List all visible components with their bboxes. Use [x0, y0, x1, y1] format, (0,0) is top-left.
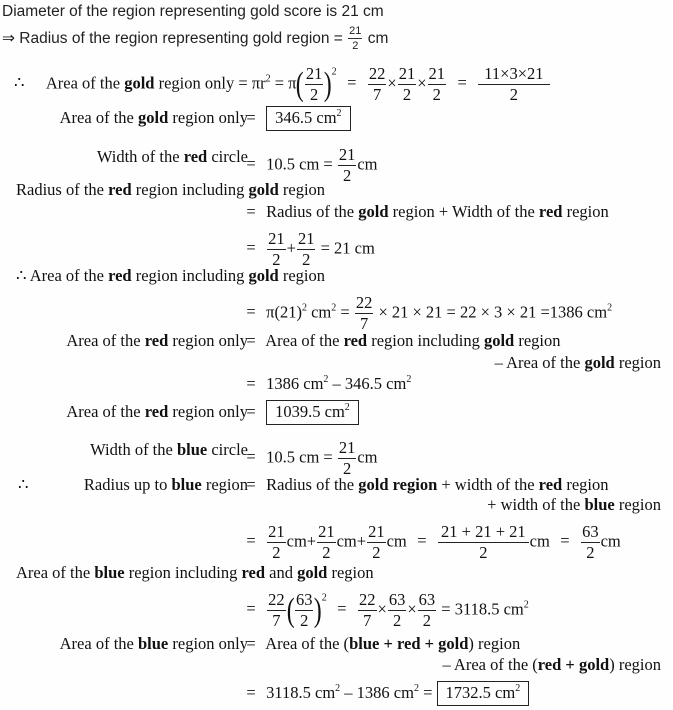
denominator: 2 [342, 165, 352, 185]
unit: cm [336, 531, 357, 551]
red-area-incl-heading [16, 266, 325, 286]
label-text: region [201, 475, 248, 494]
denominator: 2 [309, 84, 319, 104]
label-text: Area of the [59, 108, 138, 127]
heading-text: region [278, 266, 325, 285]
exponent: 2 [607, 302, 613, 314]
red-radius-step2 [240, 231, 375, 268]
rhs-text: region including [367, 331, 484, 350]
heading-text: region [327, 563, 374, 582]
fraction [367, 524, 386, 561]
bold-red: red [144, 331, 169, 350]
equals: = [246, 447, 256, 467]
intro-text: Diameter of the region representing gold score is 21 cm [2, 3, 384, 20]
rhs-text: region [614, 353, 661, 372]
equals: = [560, 531, 570, 551]
gold-area-formula [14, 66, 551, 103]
exponent: 2 [406, 374, 412, 385]
denominator: 2 [302, 249, 311, 269]
denominator: 2 [300, 610, 309, 630]
label-text: Area of the [59, 634, 138, 653]
red-area-incl-expr [240, 295, 612, 332]
red-radius-step1 [240, 202, 609, 222]
blue-radius-rhs2 [487, 495, 661, 515]
numerator: 21 [318, 522, 335, 541]
numerator: 21 [368, 522, 385, 541]
blue-area-incl-expr [240, 592, 529, 629]
exponent: 2 [265, 73, 271, 85]
equals: = [246, 531, 256, 551]
denominator: 2 [422, 610, 432, 630]
bold-red: red [183, 147, 208, 166]
numerator: 21 [338, 438, 356, 457]
numerator: 11×3×21 [478, 66, 549, 85]
label-text: region only [168, 402, 248, 421]
red-only-result-label [66, 402, 248, 422]
fraction [317, 524, 336, 561]
bold-red: red [538, 202, 563, 221]
bold-gold: gold [483, 331, 515, 350]
fraction [338, 147, 357, 184]
exponent: 2 [301, 302, 307, 314]
bold-gold: gold [248, 180, 279, 199]
rhs-text: ) region [468, 634, 521, 653]
bold-gold: gold [248, 266, 279, 285]
blue-radius-rhs3 [240, 524, 621, 561]
unit: cm [357, 154, 378, 174]
bold-blue: blue [171, 475, 202, 494]
exponent: 2 [331, 302, 337, 314]
times: × [417, 73, 427, 93]
equals: = [246, 634, 256, 653]
fraction [418, 592, 437, 629]
blue-only-rhs2 [442, 655, 661, 675]
rhs-text: + width of the [437, 475, 539, 494]
numerator: 21 [305, 64, 323, 83]
label-text: Width of the [90, 440, 177, 459]
label-text: circle [207, 440, 248, 459]
numerator: 21 [398, 64, 416, 83]
equals: = [246, 238, 256, 258]
bold-colors: blue + red + gold [349, 634, 469, 653]
equals: = [417, 531, 427, 551]
result: = 3118.5 cm [441, 599, 524, 619]
numerator: 63 [295, 590, 313, 609]
heading-text: Radius of the [16, 180, 109, 199]
bold-gold: gold region [358, 475, 438, 494]
label-text: region only [168, 331, 248, 350]
fraction [267, 592, 286, 629]
blue-only-rhs3 [240, 681, 529, 706]
value: 10.5 cm = [266, 154, 333, 174]
fraction [355, 295, 374, 332]
answer-value: 346.5 cm [275, 108, 337, 127]
red-only-rhs3 [240, 374, 411, 394]
fraction [295, 592, 314, 629]
fraction [388, 592, 407, 629]
fraction [338, 440, 357, 477]
denominator: 2 [392, 610, 402, 630]
times: × [377, 599, 387, 619]
bold-red: red [144, 402, 169, 421]
expr: = πr [238, 73, 266, 93]
fraction [368, 66, 387, 103]
answer-box-gold [266, 106, 350, 131]
rhs-text: region [562, 475, 609, 494]
label-text: Width of the [96, 147, 184, 166]
rhs-text: – Area of the ( [442, 655, 538, 674]
equals: = [246, 202, 256, 221]
blue-width-value [240, 440, 378, 477]
equals: = [347, 73, 357, 93]
equals: = [246, 402, 256, 421]
denominator: 2 [586, 542, 595, 562]
blue-width-label [90, 440, 248, 460]
rhs-text: Area of the [265, 331, 344, 350]
numerator: 21 [349, 25, 362, 37]
answer-value: 1732.5 cm [445, 683, 516, 702]
bold-blue: blue [176, 440, 208, 459]
therefore-symbol: ∴ [18, 475, 29, 494]
fraction [358, 592, 377, 629]
heading-text: region including [131, 266, 249, 285]
numerator: 21 + 21 + 21 [438, 524, 529, 543]
unit: cm [386, 531, 407, 551]
denominator: 2 [272, 249, 281, 269]
exponent: 2 [331, 66, 337, 78]
bold-gold: gold [297, 563, 328, 582]
exponent: 2 [413, 683, 419, 694]
fraction [305, 66, 324, 103]
bold-red: red [343, 331, 368, 350]
blue-only-label [60, 634, 248, 654]
label-text: region only [168, 108, 248, 127]
fraction [348, 26, 362, 52]
expr: × 21 × 21 = 22 × 3 × 21 =1386 cm [378, 302, 608, 322]
rhs-text: Radius of the [266, 475, 359, 494]
equals: = [246, 108, 256, 127]
heading-text: Area of the [16, 563, 95, 582]
equals: = [457, 73, 467, 93]
therefore-symbol: ∴ [14, 73, 25, 93]
expr: – 346.5 cm [328, 374, 407, 393]
numerator: 21 [268, 229, 285, 248]
rhs-text: – Area of the [494, 353, 585, 372]
denominator: 2 [322, 542, 331, 562]
plus: + [356, 531, 367, 551]
bold-gold: gold [358, 202, 389, 221]
fraction [398, 66, 417, 103]
rhs-text: ) region [609, 655, 661, 674]
rhs-text: region [514, 331, 561, 350]
unit: cm [286, 531, 307, 551]
denominator: 2 [479, 542, 488, 562]
denominator: 2 [432, 84, 441, 104]
bold-colors: red + gold [537, 655, 610, 674]
red-only-label [66, 331, 248, 351]
expr: = π [270, 73, 297, 93]
label-text: region only [154, 73, 235, 93]
exponent: 2 [344, 402, 350, 413]
expr: – 1386 cm [340, 683, 414, 702]
expr: 1386 cm [266, 374, 324, 393]
left-paren: ( [296, 65, 305, 103]
numerator: 63 [388, 590, 406, 609]
denominator: 7 [363, 610, 372, 630]
label-text: Area of the [45, 73, 125, 93]
label-text: Area of the [66, 402, 145, 421]
bold-red: red [108, 180, 132, 199]
exponent: 2 [515, 683, 521, 694]
plus: + [306, 531, 317, 551]
fraction [428, 66, 447, 103]
numerator: 63 [582, 522, 599, 541]
answer-box-red [266, 400, 359, 425]
rhs-text: region [614, 495, 661, 514]
numerator: 22 [268, 590, 285, 609]
label-text: circle [207, 147, 248, 166]
equals: = [246, 331, 256, 350]
denominator: 2 [372, 542, 381, 562]
red-only-result [240, 400, 359, 425]
left-paren: ( [286, 591, 295, 629]
bold-gold: gold [124, 73, 155, 93]
equals: = [337, 599, 347, 619]
step-text: region [562, 202, 609, 221]
numerator: 21 [268, 522, 285, 541]
blue-radius-rhs1 [240, 475, 608, 495]
right-paren: ) [314, 591, 323, 629]
expr: = [418, 683, 433, 702]
fraction [267, 231, 286, 268]
red-only-rhs2 [495, 353, 661, 373]
heading-text: region including [131, 180, 249, 199]
heading-text: ∴ Area of the [16, 266, 109, 285]
exponent: 2 [321, 592, 327, 604]
heading-text: region including [124, 563, 242, 582]
unit: cm [529, 531, 550, 551]
expr: = [336, 302, 350, 322]
denominator: 2 [402, 84, 412, 104]
bold-blue: blue [94, 563, 125, 582]
numerator: 21 [338, 145, 356, 164]
expr: π(21) [266, 302, 302, 322]
bold-red: red [241, 563, 265, 582]
equals: = [246, 374, 256, 393]
unit: cm [600, 531, 621, 551]
bold-red: red [538, 475, 563, 494]
numerator: 22 [359, 590, 376, 609]
fraction [438, 524, 529, 561]
heading-text: region [278, 180, 326, 199]
fraction [581, 524, 600, 561]
exponent: 2 [336, 108, 342, 119]
plus: + [286, 238, 296, 258]
denominator: 7 [373, 84, 382, 104]
label-text: Radius up to [83, 475, 172, 494]
blue-only-rhs1 [240, 634, 520, 654]
unit: cm [363, 30, 389, 47]
denominator: 2 [352, 40, 359, 52]
denominator: 2 [509, 84, 519, 104]
bold-blue: blue [137, 634, 169, 653]
denominator: 2 [342, 458, 352, 478]
bold-gold: gold [584, 353, 615, 372]
bold-blue: blue [584, 495, 615, 514]
blue-area-incl-heading [16, 563, 374, 583]
intro-radius-text: ⇒ Radius of the region representing gold region = [2, 30, 348, 47]
result: = 21 cm [320, 238, 375, 258]
equals: = [246, 154, 256, 174]
answer-value: 1039.5 cm [275, 402, 345, 421]
intro-line-radius [2, 26, 388, 52]
numerator: 21 [297, 229, 315, 248]
denominator: 7 [272, 610, 281, 630]
unit: cm [357, 447, 378, 467]
step-text: region + Width of the [388, 202, 539, 221]
rhs-text: Area of the ( [265, 634, 350, 653]
blue-radius-therefore [18, 475, 29, 495]
numerator: 63 [418, 590, 436, 609]
times: × [387, 73, 397, 93]
numerator: 22 [355, 293, 373, 312]
equals: = [246, 599, 256, 619]
fraction [267, 524, 286, 561]
times: × [407, 599, 417, 619]
gold-area-result-label [60, 108, 248, 128]
numerator: 21 [428, 64, 446, 83]
intro-line-diameter [2, 2, 384, 22]
exponent: 2 [323, 374, 329, 385]
red-only-rhs1 [240, 331, 561, 351]
exponent: 2 [335, 683, 341, 694]
value: 10.5 cm = [266, 447, 333, 467]
expr: cm [306, 302, 332, 322]
fraction [297, 231, 316, 268]
answer-box-blue [437, 681, 530, 706]
heading-text: and [265, 563, 298, 582]
red-width-label [97, 147, 248, 167]
equals: = [246, 683, 256, 702]
blue-radius-label [84, 475, 248, 495]
gold-area-result [240, 106, 351, 131]
red-width-value [240, 147, 378, 184]
expr: 3118.5 cm [266, 683, 336, 702]
red-radius-heading [16, 180, 325, 200]
bold-gold: gold [137, 108, 169, 127]
label-text: Area of the [66, 331, 145, 350]
numerator: 22 [368, 64, 386, 83]
equals: = [246, 302, 256, 322]
fraction [478, 66, 549, 103]
exponent: 2 [523, 599, 529, 611]
right-paren: ) [324, 65, 332, 103]
denominator: 7 [359, 313, 369, 333]
denominator: 2 [272, 542, 281, 562]
rhs-text: + width of the [487, 495, 585, 514]
step-text: Radius of the [266, 202, 359, 221]
label-text: region only [168, 634, 248, 653]
equals: = [246, 475, 256, 494]
bold-red: red [108, 266, 132, 285]
